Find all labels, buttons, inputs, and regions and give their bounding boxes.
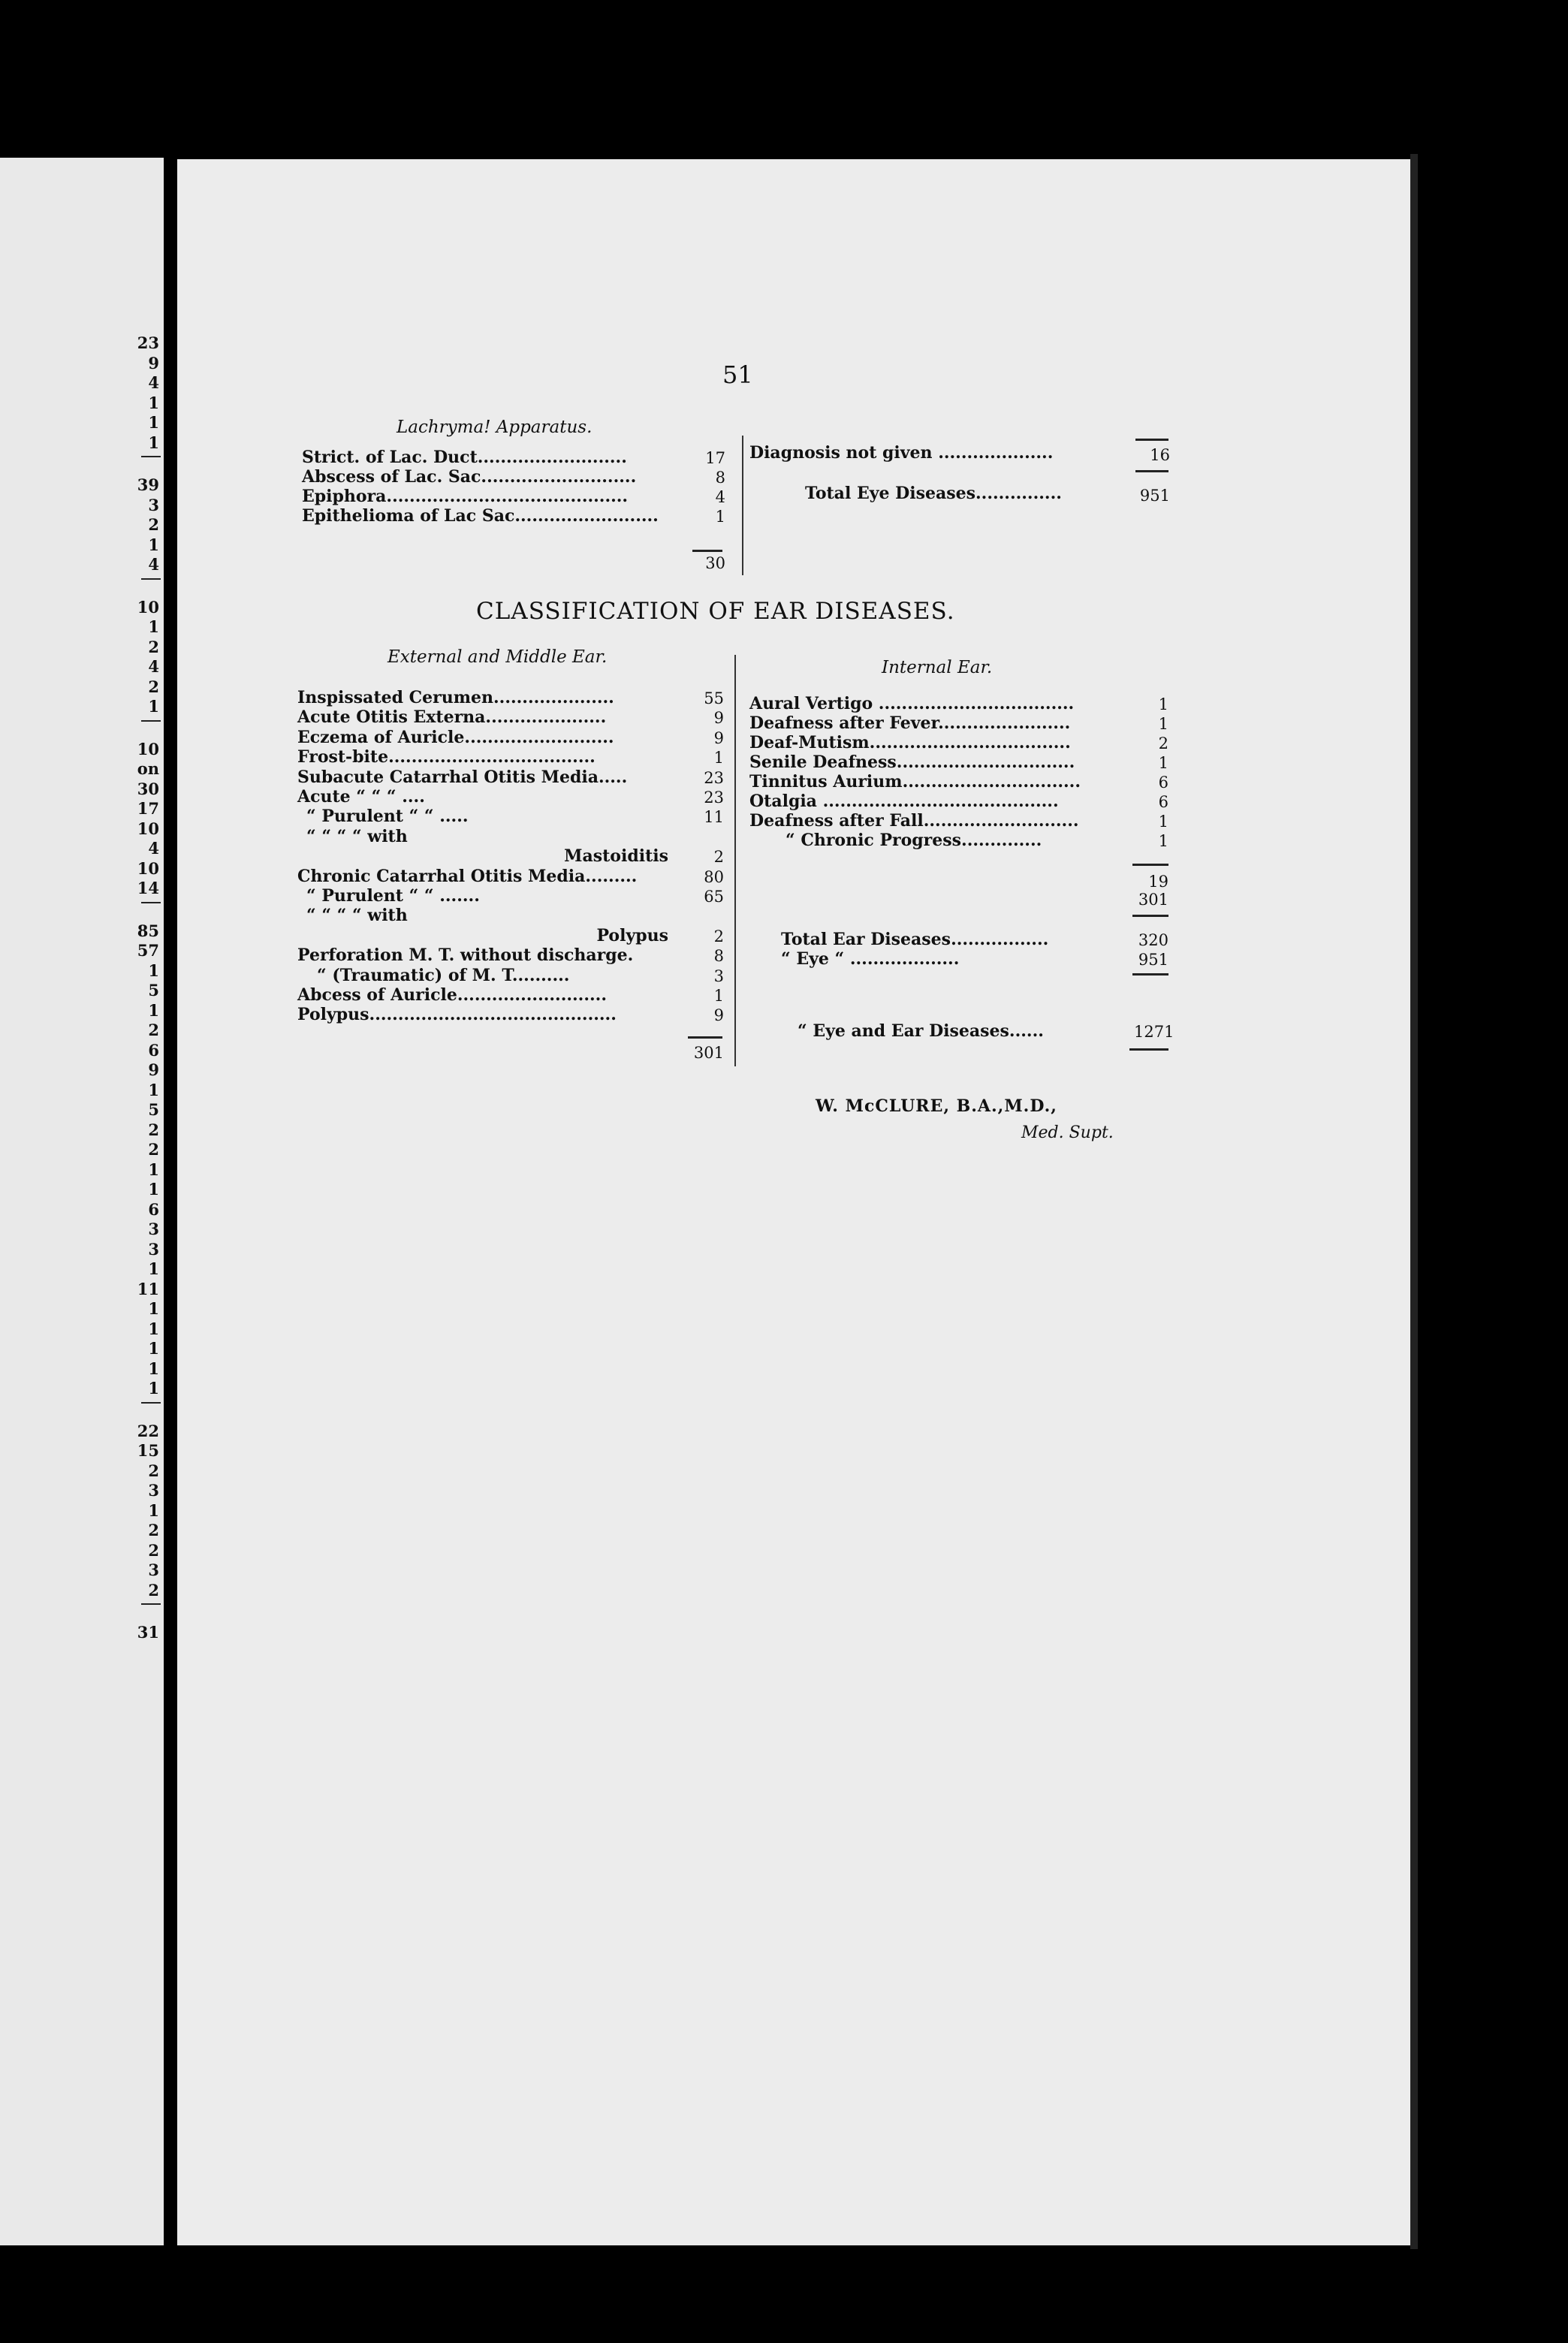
left-margin-number: 30 [137,779,159,798]
left-margin-number: 4 [148,839,159,858]
internal-row-label: “ Chronic Progress.............. [786,831,1042,850]
totals-rule [1132,973,1168,975]
internal-row-value: 2 [1158,734,1168,752]
external-row-label: Polypus........................................... [297,1005,617,1025]
diagnosis-not-given-value: 16 [1150,446,1170,464]
left-margin-number: 14 [137,879,159,897]
left-margin-number: 2 [148,1120,159,1139]
total-ear-label: Total Ear Diseases................. [781,930,1049,949]
external-row-label: Polypus [596,925,668,945]
left-margin-number: 10 [137,739,159,758]
total-eye-value: 951 [1139,487,1170,505]
total-eye-repeat-value: 951 [1138,951,1168,969]
left-margin-number: 3 [148,1239,159,1259]
lachrymal-row-value: 17 [705,449,725,467]
external-row-label: “ Purulent “ “ ..... [306,807,469,827]
internal-row-value: 1 [1158,695,1168,713]
left-margin-number: 2 [148,1521,159,1539]
left-margin-number: 1 [148,1000,159,1020]
external-row-value: 1 [713,987,724,1005]
external-row-value: 8 [713,947,724,966]
internal-row-value: 1 [1158,813,1168,831]
left-margin-number: 57 [137,941,159,960]
internal-subtotal-rule [1132,864,1168,866]
external-row-value: 9 [713,728,724,747]
external-row-value: 80 [704,867,724,886]
external-row-label: Frost-bite.................................... [297,747,596,767]
lachrymal-total: 30 [705,554,725,572]
internal-carry-rule [1132,915,1168,917]
left-margin-number: 11 [137,1279,159,1298]
left-margin-number: 2 [148,1461,159,1480]
left-margin-number: 4 [148,657,159,676]
internal-row-value: 1 [1158,832,1168,850]
external-row-value: 1 [713,749,724,767]
external-row-value: 2 [713,927,724,945]
left-margin-rule [141,456,161,457]
external-row-value: 65 [704,888,724,906]
left-margin-number: 2 [148,515,159,534]
external-row-value: 2 [713,848,724,867]
external-row-label: Abcess of Auricle.......................... [297,985,607,1005]
external-row-label: Perforation M. T. without discharge. [297,945,634,966]
lachrymal-row-value: 8 [715,469,725,487]
left-margin-number: 23 [137,333,159,352]
eye-and-ear-label: “ Eye and Ear Diseases...... [798,1021,1044,1041]
left-margin-number: 4 [148,373,159,392]
internal-subtotal: 19 [1148,873,1168,891]
document-page [177,159,1410,2245]
left-margin-number: 2 [148,677,159,696]
left-margin-number: 3 [148,1481,159,1500]
grand-total-rule [1129,1048,1168,1051]
external-row-label: “ (Traumatic) of M. T.......... [317,965,570,985]
internal-row-label: Aural Vertigo .................................. [749,694,1075,713]
left-margin-number: 1 [148,1180,159,1199]
external-row-label: Acute “ “ “ .... [297,787,425,807]
external-row-value: 23 [704,768,724,787]
left-margin-rule [141,902,161,903]
left-margin-number: 1 [148,535,159,554]
left-margin-number: 1 [148,1358,159,1378]
left-margin-rule [141,1402,161,1404]
left-margin-rule [141,720,161,722]
left-margin-number: 5 [148,1100,159,1119]
external-row-value: 9 [713,709,724,728]
left-margin-number: 6 [148,1199,159,1219]
lachrymal-row-value: 4 [715,488,725,506]
internal-row-value: 1 [1158,754,1168,772]
internal-ear-heading: Internal Ear. [882,658,993,677]
left-margin-number: 15 [137,1441,159,1460]
left-margin-number: 9 [148,1060,159,1079]
left-margin-number: 1 [148,1159,159,1179]
left-margin-number: 2 [148,637,159,656]
left-margin-number: 1 [148,1259,159,1278]
internal-row-label: Senile Deafness............................... [749,752,1075,772]
external-row-label: Subacute Catarrhal Otitis Media..... [297,767,628,787]
eye-total-rule [1135,470,1168,472]
internal-row-value: 1 [1158,715,1168,733]
left-margin-number: 10 [137,858,159,878]
external-row-value: 9 [713,1006,724,1025]
left-margin-number: 4 [148,555,159,574]
left-margin-number: 1 [148,960,159,980]
left-margin-number: 17 [137,799,159,818]
section-title: CLASSIFICATION OF EAR DISEASES. [476,598,955,625]
external-row-label: “ “ “ “ with [306,906,408,926]
lachrymal-total-rule [692,550,722,552]
left-margin-number: 2 [148,1140,159,1159]
left-margin-number: 3 [148,1220,159,1238]
left-margin-number: on [137,759,159,778]
left-margin-rule [141,1603,161,1605]
left-margin-number: 1 [148,1500,159,1520]
left-margin-number: 39 [137,475,159,494]
left-margin-number: 85 [137,921,159,940]
external-row-label: Acute Otitis Externa..................... [297,707,607,728]
internal-row-label: Deaf-Mutism................................... [749,733,1071,752]
internal-row-label: Tinnitus Aurium............................... [749,772,1081,792]
left-margin-number: 9 [148,353,159,372]
left-margin-number: 2 [148,1021,159,1039]
left-margin-number: 3 [148,495,159,514]
signature-name: W. McCLURE, B.A.,M.D., [816,1096,1057,1116]
column-divider-top [742,436,743,575]
left-margin-number: 1 [148,1299,159,1318]
left-margin-number: 5 [148,981,159,1000]
left-margin-number: 2 [148,1540,159,1560]
eye-and-ear-value: 1271 [1134,1023,1174,1041]
lachrymal-row-label: Epiphora.......................................... [302,487,629,506]
internal-row-label: Otalgia ......................................... [749,792,1059,811]
diagnosis-not-given-label: Diagnosis not given .................... [749,443,1054,463]
external-ear-heading: External and Middle Ear. [387,647,608,667]
external-total: 301 [693,1044,724,1062]
left-margin-number: 10 [137,819,159,838]
left-margin-number: 31 [137,1623,159,1642]
left-margin-number: 1 [148,393,159,412]
internal-row-value: 6 [1158,793,1168,811]
left-facing-page [0,158,164,2245]
total-eye-repeat-label: “ Eye “ ................... [781,949,960,969]
lachrymal-row-label: Strict. of Lac. Duct.......................... [302,448,627,467]
left-margin-number: 1 [148,413,159,432]
left-margin-rule [141,578,161,580]
external-total-rule [688,1036,722,1039]
lachrymal-row-label: Abscess of Lac. Sac........................... [302,467,637,487]
diagnosis-rule [1135,439,1168,441]
external-row-value: 55 [704,689,724,707]
left-margin-number: 1 [148,697,159,716]
page-number: 51 [722,360,753,389]
external-row-label: Chronic Catarrhal Otitis Media......... [297,866,638,886]
left-margin-number: 1 [148,1319,159,1338]
external-row-label: “ Purulent “ “ ....... [306,886,480,906]
left-margin-number: 1 [148,1379,159,1398]
internal-row-value: 6 [1158,773,1168,792]
lachrymal-row-value: 1 [715,508,725,526]
external-row-label: Eczema of Auricle.......................... [297,727,614,747]
internal-carry: 301 [1138,891,1168,909]
external-row-value: 11 [704,808,724,827]
external-row-label: Inspissated Cerumen..................... [297,688,614,707]
left-margin-number: 1 [148,617,159,636]
internal-row-label: Deafness after Fever....................... [749,713,1071,733]
total-eye-label: Total Eye Diseases............... [805,484,1062,503]
total-ear-value: 320 [1138,931,1168,949]
column-divider-ear [734,655,736,1066]
external-row-label: Mastoiditis [564,846,668,867]
left-margin-number: 2 [148,1580,159,1600]
lachrymal-row-label: Epithelioma of Lac Sac......................... [302,506,659,526]
internal-row-label: Deafness after Fall........................... [749,811,1079,831]
left-margin-number: 1 [148,433,159,452]
left-margin-number: 10 [137,597,159,617]
lachrymal-heading: Lachryma! Apparatus. [397,418,593,437]
left-margin-number: 3 [148,1560,159,1579]
left-margin-number: 1 [148,1080,159,1099]
external-row-value: 23 [704,789,724,807]
page-edge-shadow [1410,154,1418,2249]
left-margin-number: 22 [137,1421,159,1440]
external-row-label: “ “ “ “ with [306,826,408,846]
left-margin-number: 6 [148,1040,159,1060]
external-row-value: 3 [713,966,724,985]
left-margin-number: 1 [148,1339,159,1358]
signature-title: Med. Supt. [1021,1123,1114,1142]
